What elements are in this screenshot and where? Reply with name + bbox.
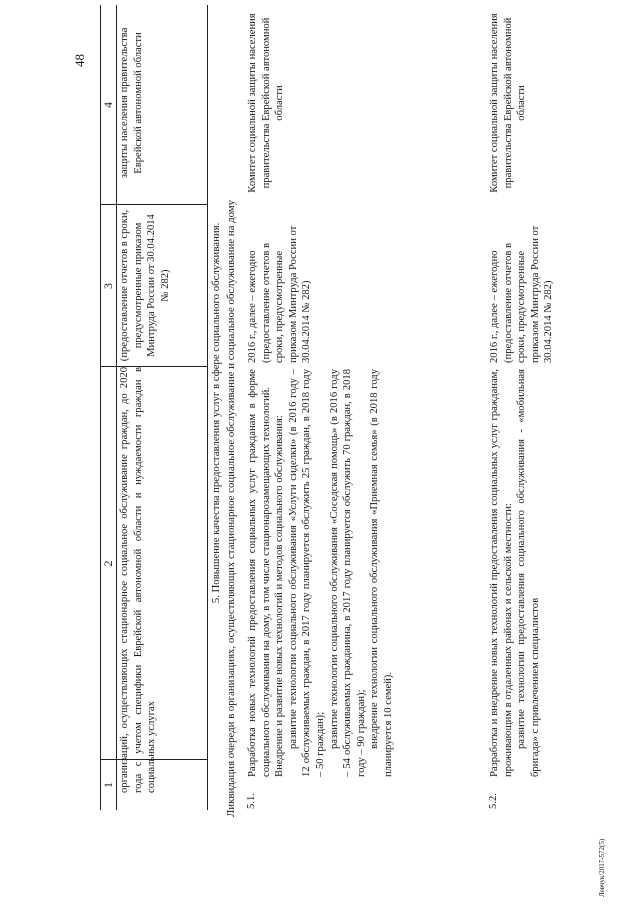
row-5-2-para-1: Разработка и внедрение новых технологий предоставления социальных услуг гражданам, проживающим в отдаленных районах и сельской местности: bbox=[489, 369, 514, 777]
row-5-1-deadline: 2016 г., далее – ежегодно (предоставление отчетов в сроки, предусмотренные приказом Минтруда России от 30.04.2014 № 282) bbox=[247, 225, 313, 363]
row-5-1-description bbox=[246, 369, 396, 777]
footer-code: Левчук/2017-572(5) bbox=[598, 838, 606, 897]
row-divider bbox=[207, 5, 208, 810]
header-col-2: 2 bbox=[101, 560, 115, 567]
top-row-responsible: защиты населения правительства Еврейской автономной области bbox=[119, 27, 144, 179]
row-5-2-para-2: развитие технологии предоставления социального обслуживания - «мобильная бригада» с привлечением специалистов bbox=[516, 369, 541, 777]
row-5-2-responsible: Комитет социальной защиты населения правительства Еврейской автономной области bbox=[489, 13, 528, 193]
row-5-2-description bbox=[488, 369, 542, 777]
row-5-1-para-3: развитие технологии социального обслуживания «Услуги сиделки» (в 2016 году – 12 обслуживаемых граждан, в 2017 году планируется обслужить 25 граждан, в 2018 году – 50 граждан); bbox=[287, 369, 326, 777]
header-bottom-border bbox=[116, 5, 117, 810]
header-col-4: 4 bbox=[101, 102, 115, 108]
section-title: 5. Повышение качества предоставления услуг в сфере социального обслуживания. bbox=[210, 222, 222, 604]
top-row-deadline: (предоставление отчетов в сроки, предусмотренные приказом Минтруда России от 30.04.2014 № 282) bbox=[119, 209, 171, 362]
top-row-description: организаций, осуществляющих стационарное социальное обслуживание граждан, до 2020 года с учетом специфики Еврейской автономной области и нуждаемости граждан в социальных услугах bbox=[119, 367, 158, 793]
header-col-3: 3 bbox=[101, 283, 115, 289]
row-5-1-para-1: Разработка новых технологий предоставления социальных услуг гражданам в форме социального обслуживания на дому, в том числе стационарозамещающих технологий. bbox=[247, 369, 272, 777]
header-col-1: 1 bbox=[101, 782, 115, 788]
column-divider-3 bbox=[100, 204, 208, 205]
row-5-1-number: 5.1. bbox=[246, 793, 257, 809]
section-subtitle: Ликвидация очереди в организациях, осуществляющих стационарное социальное обслуживание и социальное обслуживание на дому bbox=[225, 199, 237, 817]
row-5-2-deadline: 2016 г., далее – ежегодно (предоставление отчетов в сроки, предусмотренные приказом Минтруда России от 30.04.2014 № 282) bbox=[489, 225, 555, 363]
page-number: 48 bbox=[72, 54, 87, 67]
row-5-1-para-4: развитие технологии социального обслуживания «Соседская помощь» (в 2016 году – 54 обслуживаемых гражданина, в 2017 году планируется обслужить 70 граждан, в 2018 году – 90 граждан); bbox=[328, 369, 367, 777]
row-5-1-para-5: внедрение технологии социального обслуживания «Приемная семья» (в 2018 году планируется 10 семей). bbox=[369, 369, 394, 777]
row-5-2-number: 5.2. bbox=[488, 793, 499, 809]
row-5-1-para-2: Внедрение и развитие новых технологий и методов социального обслуживания: bbox=[274, 415, 286, 777]
row-5-1-responsible: Комитет социальной защиты населения правительства Еврейской автономной области bbox=[247, 13, 286, 193]
